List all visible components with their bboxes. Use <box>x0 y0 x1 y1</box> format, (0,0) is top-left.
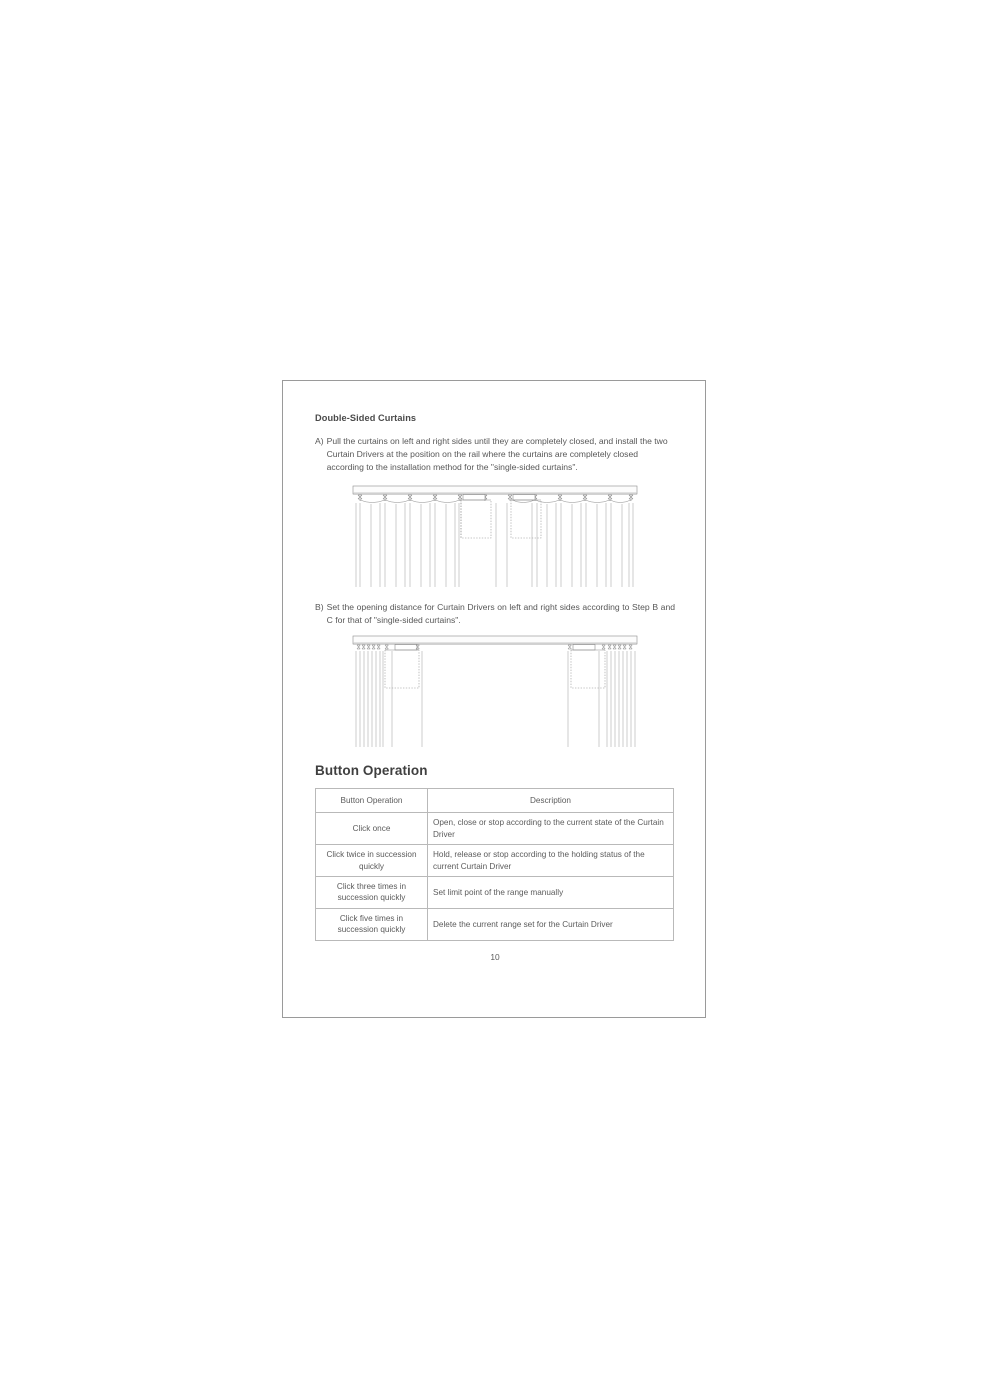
figure-closed-curtains <box>347 483 643 591</box>
table-header-description: Description <box>428 789 674 813</box>
step-b-text: Set the opening distance for Curtain Drivers on left and right sides according to Step B and C for that of "single-sided curtains". <box>326 601 675 625</box>
step-a-text: Pull the curtains on left and right sides until they are completely closed, and install the two Curtain Drivers at the position on the rail where the curtains are completely closed according to the installation method for the "single-sided curtains". <box>326 436 668 473</box>
step-a-paragraph <box>315 435 675 475</box>
figure-opened-curtains <box>347 633 643 751</box>
row-description: Open, close or stop according to the current state of the Curtain Driver <box>428 813 674 845</box>
table-row <box>316 908 674 940</box>
page-content <box>315 413 675 962</box>
section-heading-button-operation: Button Operation <box>315 763 428 779</box>
table-body <box>316 813 674 940</box>
table-head <box>316 789 674 813</box>
figure-closed-curtains-svg <box>347 483 643 591</box>
row-operation: Click five times in succession quickly <box>316 908 428 940</box>
table-row <box>316 813 674 845</box>
row-operation: Click once <box>316 813 428 845</box>
step-a-marker: A) <box>315 436 324 446</box>
row-description: Delete the current range set for the Curtain Driver <box>428 908 674 940</box>
table-header-row <box>316 789 674 813</box>
subheading-double-sided-curtains: Double-Sided Curtains <box>315 413 417 423</box>
row-description: Hold, release or stop according to the holding status of the current Curtain Driver <box>428 845 674 877</box>
table-row <box>316 845 674 877</box>
figure-opened-curtains-svg <box>347 633 643 751</box>
step-b-marker: B) <box>315 601 324 612</box>
step-b-paragraph <box>315 601 675 627</box>
page-number: 10 <box>490 951 500 962</box>
row-operation: Click twice in succession quickly <box>316 845 428 877</box>
table-row <box>316 877 674 909</box>
row-operation: Click three times in succession quickly <box>316 877 428 909</box>
table-header-operation: Button Operation <box>316 789 428 813</box>
button-operation-table <box>315 788 674 941</box>
row-description: Set limit point of the range manually <box>428 877 674 909</box>
manual-page-sheet <box>282 380 706 1018</box>
